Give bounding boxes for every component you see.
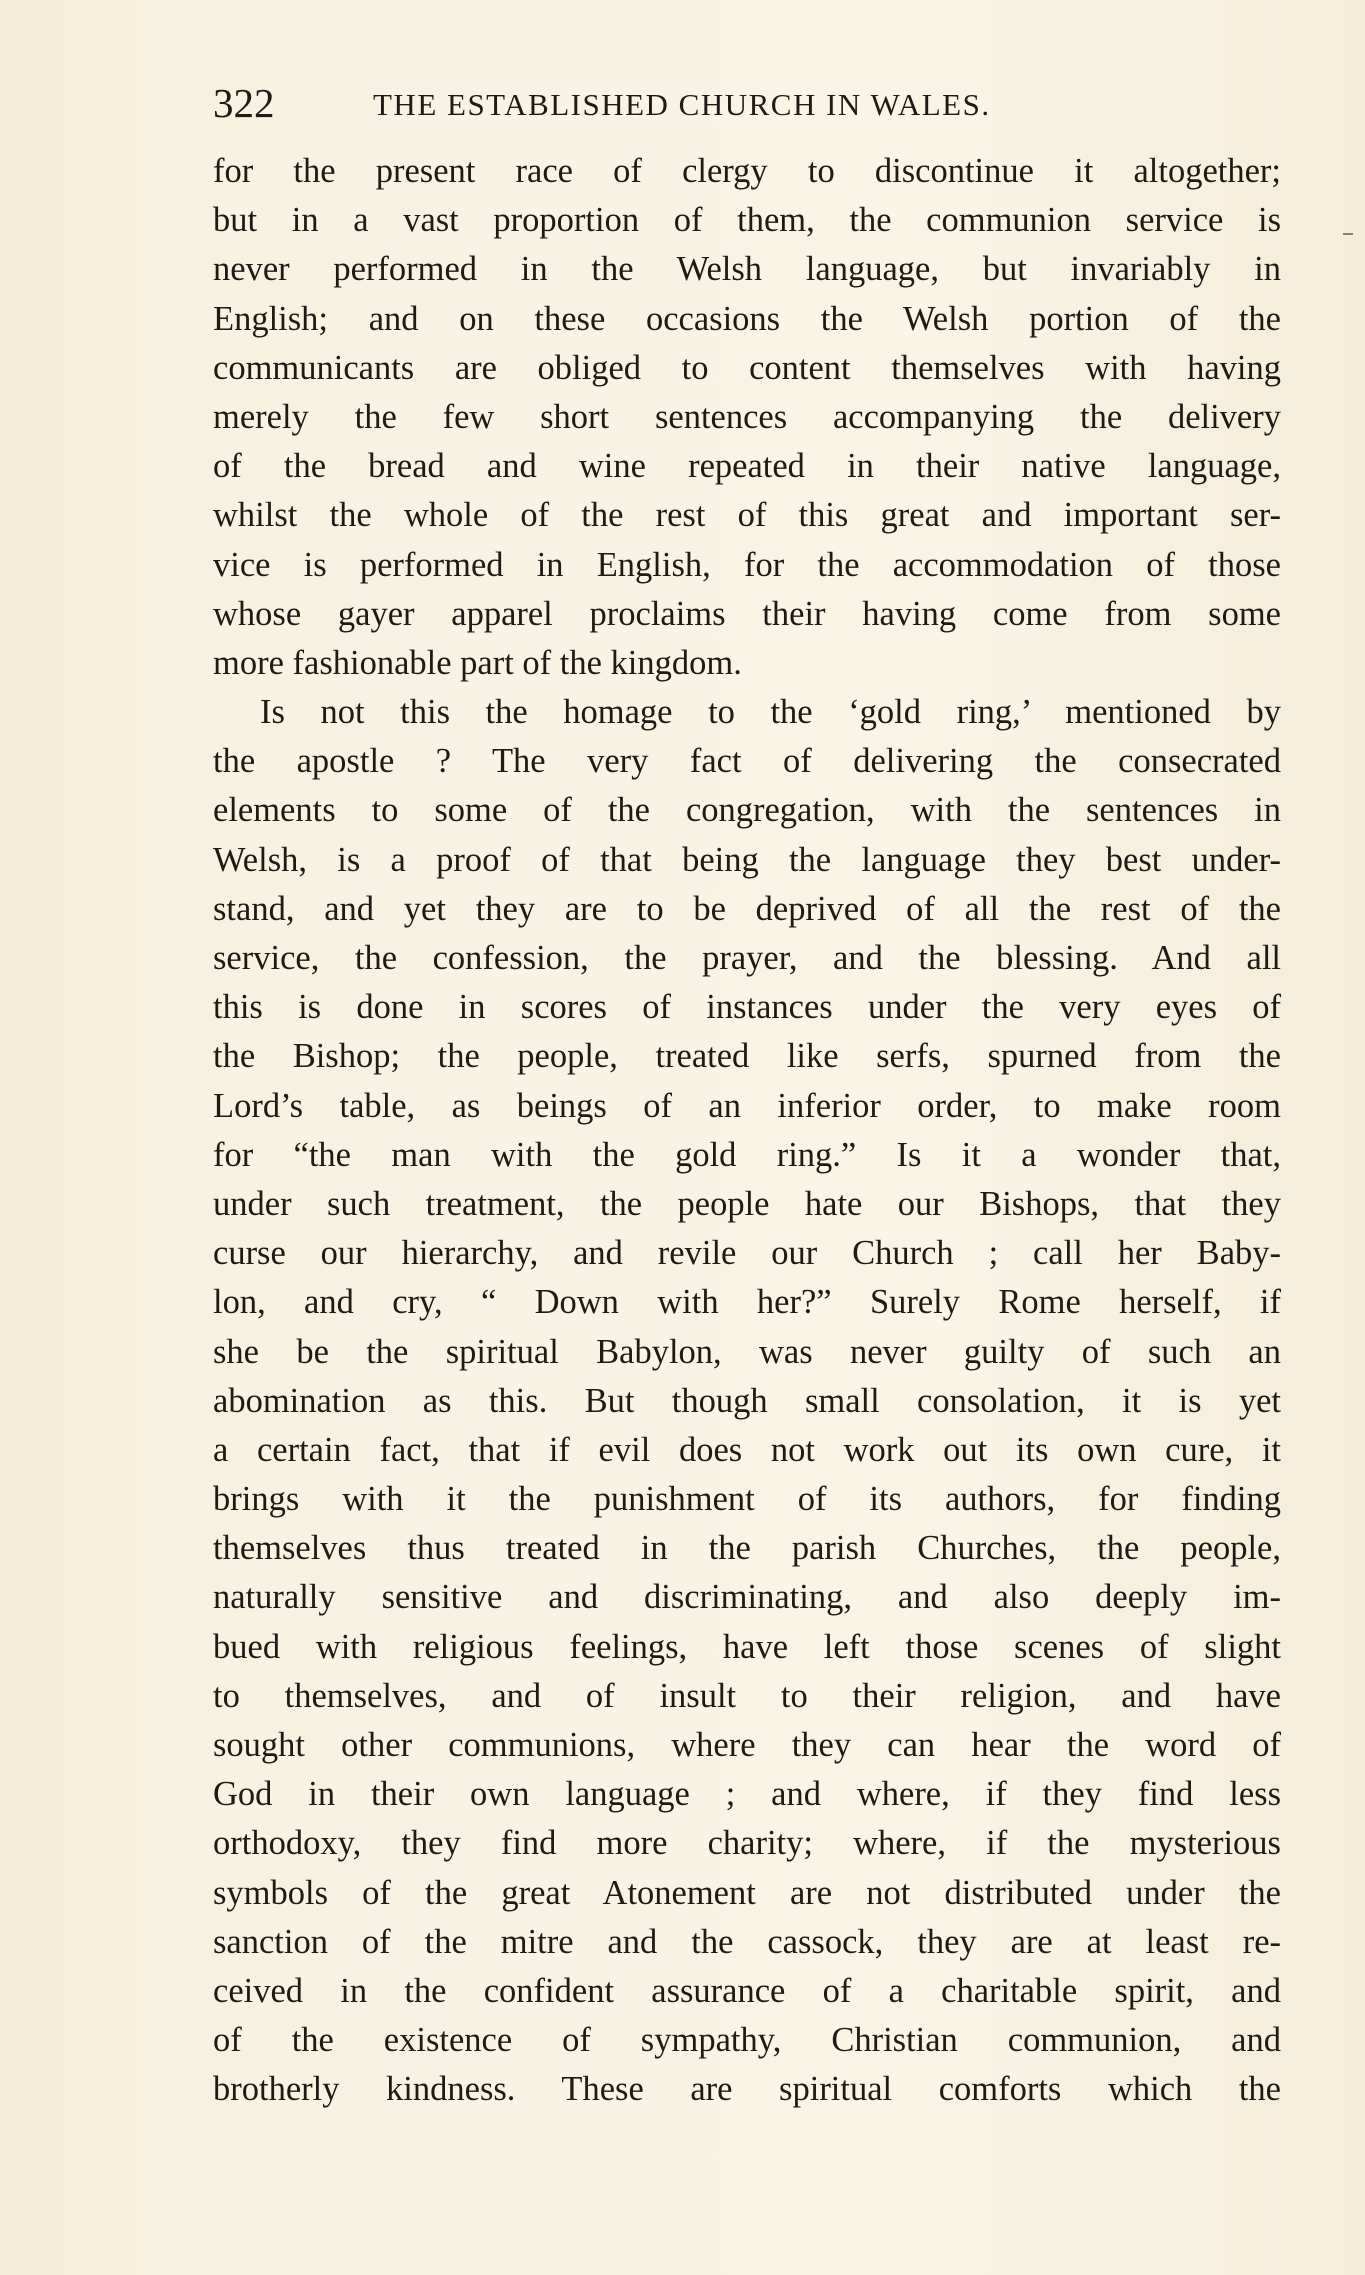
text-line: bued with religious feelings, have left those scenes of slight bbox=[213, 1627, 1281, 1666]
text-line: of the existence of sympathy, Christian communion, and bbox=[213, 2021, 1281, 2060]
text-line: communicants are obliged to content themselves with having bbox=[213, 348, 1281, 387]
text-line: God in their own language ; and where, if they find less bbox=[213, 1775, 1281, 1814]
text-line: lon, and cry, “ Down with her?” Surely Rome herself, if bbox=[213, 1283, 1281, 1322]
text-line: themselves thus treated in the parish Churches, the people, bbox=[213, 1529, 1281, 1568]
text-line: elements to some of the congregation, with the sentences in bbox=[213, 791, 1281, 830]
text-line: symbols of the great Atonement are not distributed under the bbox=[213, 1873, 1281, 1912]
text-line: whilst the whole of the rest of this great and important ser- bbox=[213, 496, 1281, 535]
text-line: service, the confession, the prayer, and the blessing. And all bbox=[213, 939, 1281, 977]
text-line: sought other communions, where they can hear the word of bbox=[213, 1726, 1281, 1764]
text-line: this is done in scores of instances under the very eyes of bbox=[213, 988, 1281, 1027]
text-line: for the present race of clergy to discontinue it altogether; bbox=[213, 152, 1281, 190]
margin-mark bbox=[1343, 233, 1353, 235]
text-line: the Bishop; the people, treated like serfs, spurned from the bbox=[213, 1037, 1281, 1076]
text-line: ceived in the confident assurance of a charitable spirit, and bbox=[213, 1971, 1281, 2010]
text-line: the apostle ? The very fact of delivering the consecrated bbox=[213, 742, 1281, 781]
text-line: naturally sensitive and discriminating, and also deeply im- bbox=[213, 1578, 1281, 1617]
text-line: under such treatment, the people hate our Bishops, that they bbox=[213, 1184, 1281, 1223]
page-header bbox=[213, 78, 1281, 128]
text-line: Welsh, is a proof of that being the language they best under- bbox=[213, 840, 1281, 879]
text-line: English; and on these occasions the Welsh portion of the bbox=[213, 299, 1281, 338]
text-line: stand, and yet they are to be deprived of all the rest of the bbox=[213, 889, 1281, 928]
text-line: she be the spiritual Babylon, was never guilty of such an bbox=[213, 1332, 1281, 1371]
text-line: Lord’s table, as beings of an inferior order, to make room bbox=[213, 1086, 1281, 1125]
text-line: never performed in the Welsh language, but invariably in bbox=[213, 250, 1281, 289]
text-line: Is not this the homage to the ‘gold ring,’ mentioned by bbox=[260, 693, 1281, 732]
text-line: of the bread and wine repeated in their native language, bbox=[213, 447, 1281, 486]
text-line: orthodoxy, they find more charity; where, if the mysterious bbox=[213, 1824, 1281, 1863]
text-line: more fashionable part of the kingdom. bbox=[213, 643, 742, 682]
text-line: sanction of the mitre and the cassock, they are at least re- bbox=[213, 1922, 1281, 1961]
text-line: vice is performed in English, for the accommodation of those bbox=[213, 545, 1281, 584]
text-line: merely the few short sentences accompanying the delivery bbox=[213, 397, 1281, 436]
page-number: 322 bbox=[213, 80, 275, 126]
text-line: to themselves, and of insult to their religion, and have bbox=[213, 1676, 1281, 1715]
text-line: whose gayer apparel proclaims their having come from some bbox=[213, 594, 1281, 633]
text-line: a certain fact, that if evil does not work out its own cure, it bbox=[213, 1430, 1281, 1469]
text-line: curse our hierarchy, and revile our Church ; call her Baby- bbox=[213, 1234, 1281, 1273]
running-title: THE ESTABLISHED CHURCH IN WALES. bbox=[373, 87, 991, 122]
text-line: abomination as this. But though small consolation, it is yet bbox=[213, 1381, 1281, 1420]
text-line: for “the man with the gold ring.” Is it a wonder that, bbox=[213, 1135, 1281, 1174]
body-text bbox=[213, 147, 1281, 2115]
text-line: brings with it the punishment of its authors, for finding bbox=[213, 1480, 1281, 1519]
text-line: brotherly kindness. These are spiritual comforts which the bbox=[213, 2070, 1281, 2109]
text-line: but in a vast proportion of them, the communion service is bbox=[213, 201, 1281, 240]
